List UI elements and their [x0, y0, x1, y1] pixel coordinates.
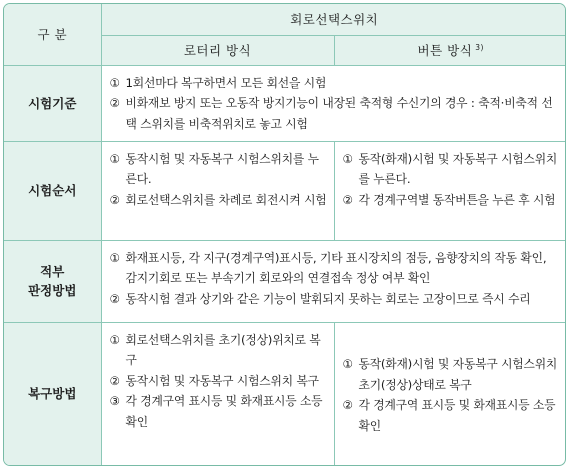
list-item: ② 동작시험 결과 상기와 같은 기능이 발휘되지 못하는 회로는 고장이므로 즉시 수리 [109, 291, 531, 306]
restore-button-content [334, 322, 566, 465]
rotary-header: 로터리 방식 [101, 35, 334, 65]
list-item: ③ 각 경계구역 표시등 및 화재표시등 소등 확인 [109, 394, 323, 429]
criteria-row [4, 65, 566, 141]
test-method-table [4, 4, 566, 465]
list-item: ① 동작(화재)시험 및 자동복구 시험스위치를 누른다. [342, 151, 558, 186]
judgment-row [4, 240, 566, 322]
list-item: ① 동작시험 및 자동복구 시험스위치를 누른다. [109, 151, 319, 186]
list-item: ② 동작시험 및 자동복구 시험스위치 복구 [109, 373, 319, 388]
header-row-1 [4, 4, 566, 35]
list-item: ① 화재표시등, 각 지구(경계구역)표시등, 기타 표시장치의 점등, 음향장치의 작동 확인, 감지기회로 또는 부속기기 회로와의 연결접속 정상 여부 확인 [109, 250, 547, 285]
category-header: 구 분 [4, 4, 101, 65]
list-item: ① 1회선마다 복구하면서 모든 회선을 시험 [109, 75, 327, 90]
restore-rotary-content [101, 322, 334, 465]
judgment-content [101, 240, 566, 322]
list-item: ② 각 경계구역 표시등 및 화재표시등 소등 확인 [342, 398, 556, 433]
circuit-selector-header: 회로선택스위치 [101, 4, 566, 35]
footnote-mark: 3) [475, 42, 484, 52]
list-item: ② 비화재보 방지 또는 오동작 방지기능이 내장된 축적형 수신기의 경우 : 축적·비축적 선택 스위치를 비축적위치로 놓고 시험 [109, 96, 553, 131]
list-item: ② 회로선택스위치를 차례로 회전시켜 시험 [109, 192, 327, 207]
criteria-label: 시험기준 [4, 65, 101, 141]
sequence-label: 시험순서 [4, 141, 101, 240]
button-header: 버튼 방식 $^{3)}$ [334, 35, 566, 65]
sequence-rotary-content [101, 141, 334, 240]
list-item: ② 각 경계구역별 동작버튼을 누른 후 시험 [342, 192, 556, 207]
list-item: ① 동작(화재)시험 및 자동복구 시험스위치 초기(정상)상태로 복구 [342, 357, 558, 392]
criteria-content [101, 65, 566, 141]
list-item: ① 회로선택스위치를 초기(정상)위치로 복구 [109, 332, 321, 367]
restore-row [4, 322, 566, 465]
sequence-button-content [334, 141, 566, 240]
test-method-table-frame [3, 3, 566, 466]
judgment-label: 적부 판정방법 [4, 240, 101, 322]
restore-label: 복구방법 [4, 322, 101, 465]
sequence-row [4, 141, 566, 240]
